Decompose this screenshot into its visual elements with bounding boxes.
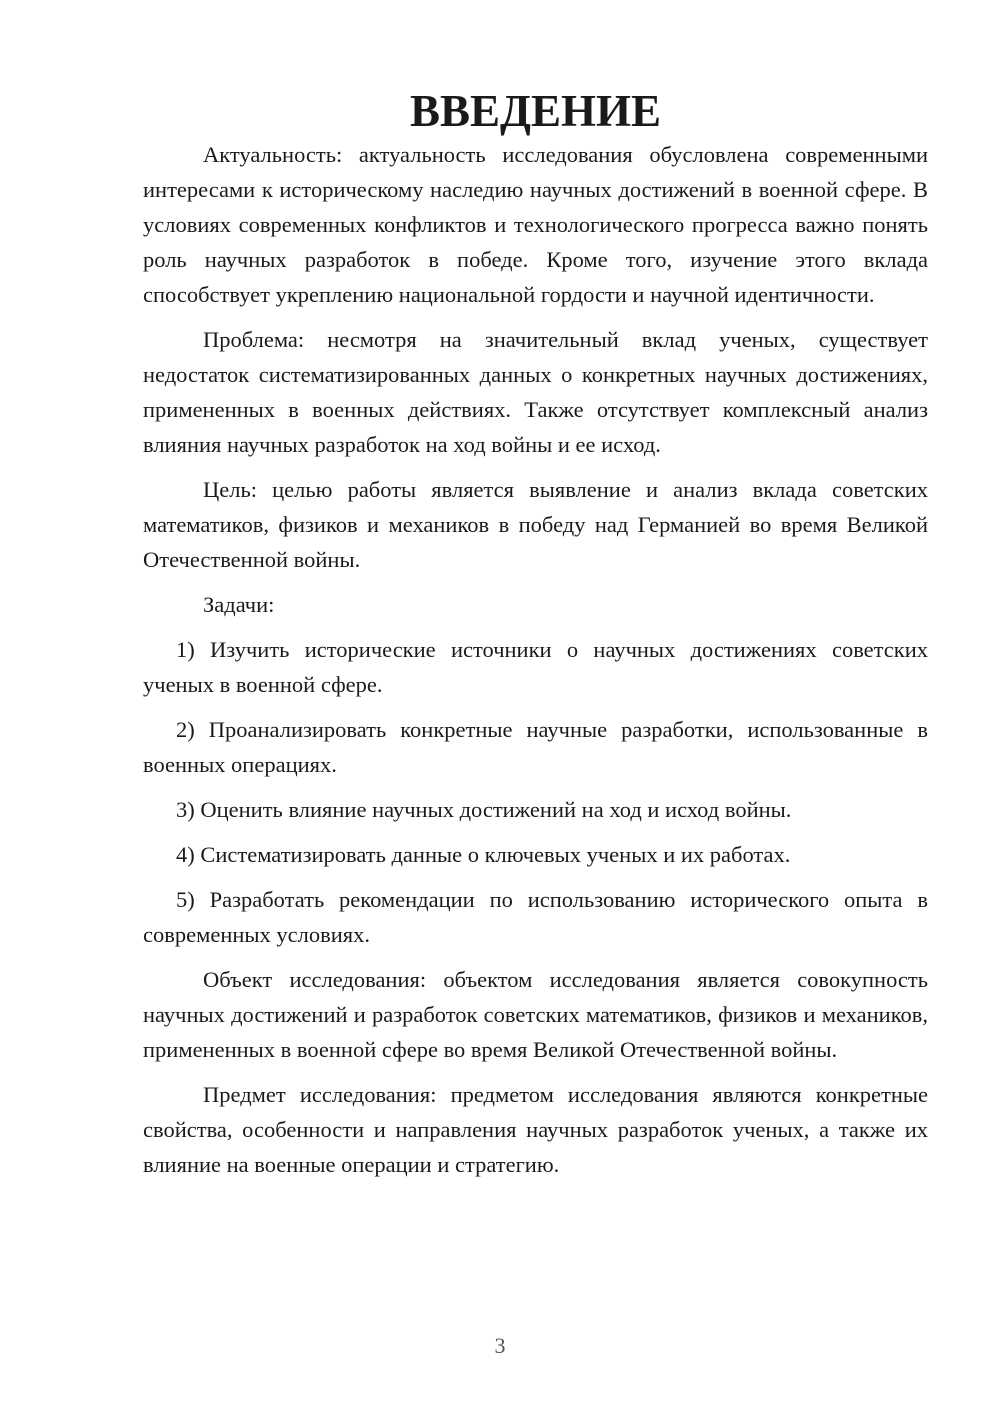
task-item-3: 3) Оценить влияние научных достижений на ход и исход войны.: [176, 797, 792, 822]
paragraph-subject: Предмет исследования: предметом исследования являются конкретные свойства, особенности и направления научных разработок ученых, а также их влияние на военные операции и стратегию.: [143, 1082, 928, 1177]
task-item-4: 4) Систематизировать данные о ключевых ученых и их работах.: [176, 842, 791, 867]
section-title: ВВЕДЕНИЕ: [409, 86, 662, 136]
task-item-5: 5) Разработать рекомендации по использованию исторического опыта в современных условиях.: [143, 887, 928, 947]
task-item-2: 2) Проанализировать конкретные научные разработки, использованные в военных операциях.: [143, 717, 928, 777]
paragraph-goal: Цель: целью работы является выявление и анализ вклада советских математиков, физиков и механиков в победу над Германией во время Великой Отечественной войны.: [143, 477, 928, 572]
page-number: 3: [494, 1333, 506, 1358]
paragraph-relevance: Актуальность: актуальность исследования обусловлена современными интересами к историческому наследию научных достижений в военной сфере. В условиях современных конфликтов и технологического прогресса важно понять роль научных разработок в победе. Кроме того, изучение этого вклада способствует укреплению национальной гордости и научной идентичности.: [143, 142, 928, 307]
paragraph-object: Объект исследования: объектом исследования является совокупность научных достижений и разработок советских математиков, физиков и механиков, примененных в военной сфере во время Великой Отечественной войны.: [143, 967, 928, 1062]
task-item-1: 1) Изучить исторические источники о научных достижениях советских ученых в военной сфере.: [143, 637, 928, 697]
tasks-heading: Задачи:: [203, 592, 275, 617]
paragraph-problem: Проблема: несмотря на значительный вклад ученых, существует недостаток систематизированных данных о конкретных научных достижениях, примененных в военных действиях. Также отсутствует комплексный анализ влияния научных разработок на ход войны и ее исход.: [143, 327, 928, 457]
document-page: [143, 86, 928, 1192]
